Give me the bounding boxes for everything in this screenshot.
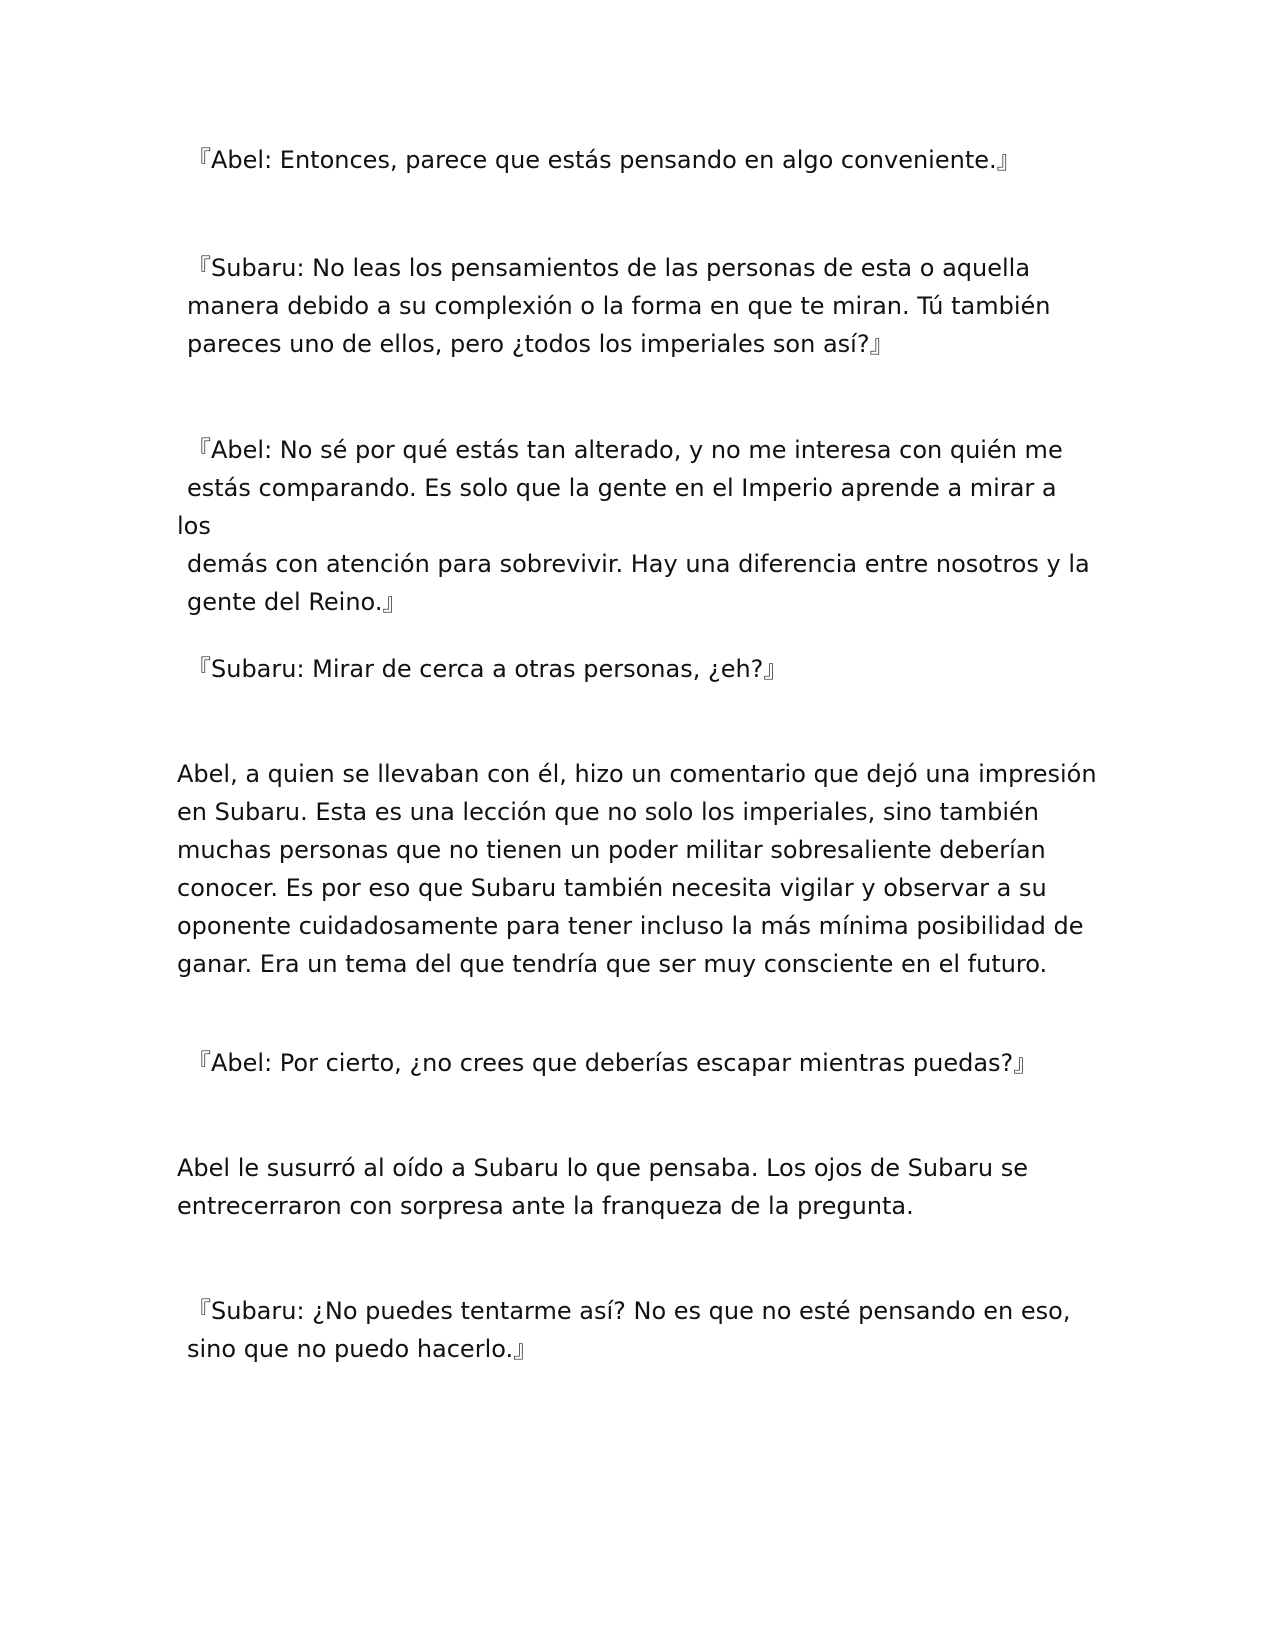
paragraph-line: Abel, a quien se llevaban con él, hizo un comentario que dejó una impresión <box>177 760 1097 788</box>
paragraph-line: estás comparando. Es solo que la gente en el Imperio aprende a mirar a los <box>177 474 1057 540</box>
paragraph-6-dialogue <box>177 1044 1097 1082</box>
paragraph-line: Abel le susurró al oído a Subaru lo que pensaba. Los ojos de Subaru se <box>177 1154 1029 1182</box>
paragraph-line: ganar. Era un tema del que tendría que ser muy consciente en el futuro. <box>177 950 1048 978</box>
paragraph-line: oponente cuidadosamente para tener incluso la más mínima posibilidad de <box>177 912 1084 940</box>
paragraph-line: demás con atención para sobrevivir. Hay una diferencia entre nosotros y la <box>187 550 1090 578</box>
paragraph-3-dialogue <box>177 431 1097 621</box>
paragraph-line: 『Abel: No sé por qué estás tan alterado, y no me interesa con quién me <box>187 436 1063 464</box>
paragraph-line: sino que no puedo hacerlo.』 <box>187 1335 538 1363</box>
paragraph-line: 『Abel: Por cierto, ¿no crees que deberías escapar mientras puedas?』 <box>187 1049 1038 1077</box>
paragraph-7-narration <box>177 1149 1097 1225</box>
paragraph-line: gente del Reino.』 <box>187 588 407 616</box>
paragraph-line: pareces uno de ellos, pero ¿todos los imperiales son así?』 <box>187 330 894 358</box>
paragraph-line: 『Abel: Entonces, parece que estás pensando en algo conveniente.』 <box>187 146 1021 174</box>
paragraph-8-dialogue <box>177 1292 1097 1368</box>
paragraph-2-dialogue <box>177 249 1097 363</box>
paragraph-line: conocer. Es por eso que Subaru también necesita vigilar y observar a su <box>177 874 1047 902</box>
paragraph-line: 『Subaru: ¿No puedes tentarme así? No es que no esté pensando en eso, <box>187 1297 1071 1325</box>
paragraph-5-narration <box>177 755 1097 983</box>
paragraph-1-dialogue <box>177 141 1097 179</box>
paragraph-line: 『Subaru: Mirar de cerca a otras personas, ¿eh?』 <box>187 655 788 683</box>
paragraph-4-dialogue <box>177 650 1097 688</box>
paragraph-line: 『Subaru: No leas los pensamientos de las personas de esta o aquella <box>187 254 1031 282</box>
paragraph-line: muchas personas que no tienen un poder militar sobresaliente deberían <box>177 836 1046 864</box>
paragraph-line: entrecerraron con sorpresa ante la franqueza de la pregunta. <box>177 1192 914 1220</box>
paragraph-line: en Subaru. Esta es una lección que no solo los imperiales, sino también <box>177 798 1039 826</box>
paragraph-line: manera debido a su complexión o la forma en que te miran. Tú también <box>187 292 1051 320</box>
